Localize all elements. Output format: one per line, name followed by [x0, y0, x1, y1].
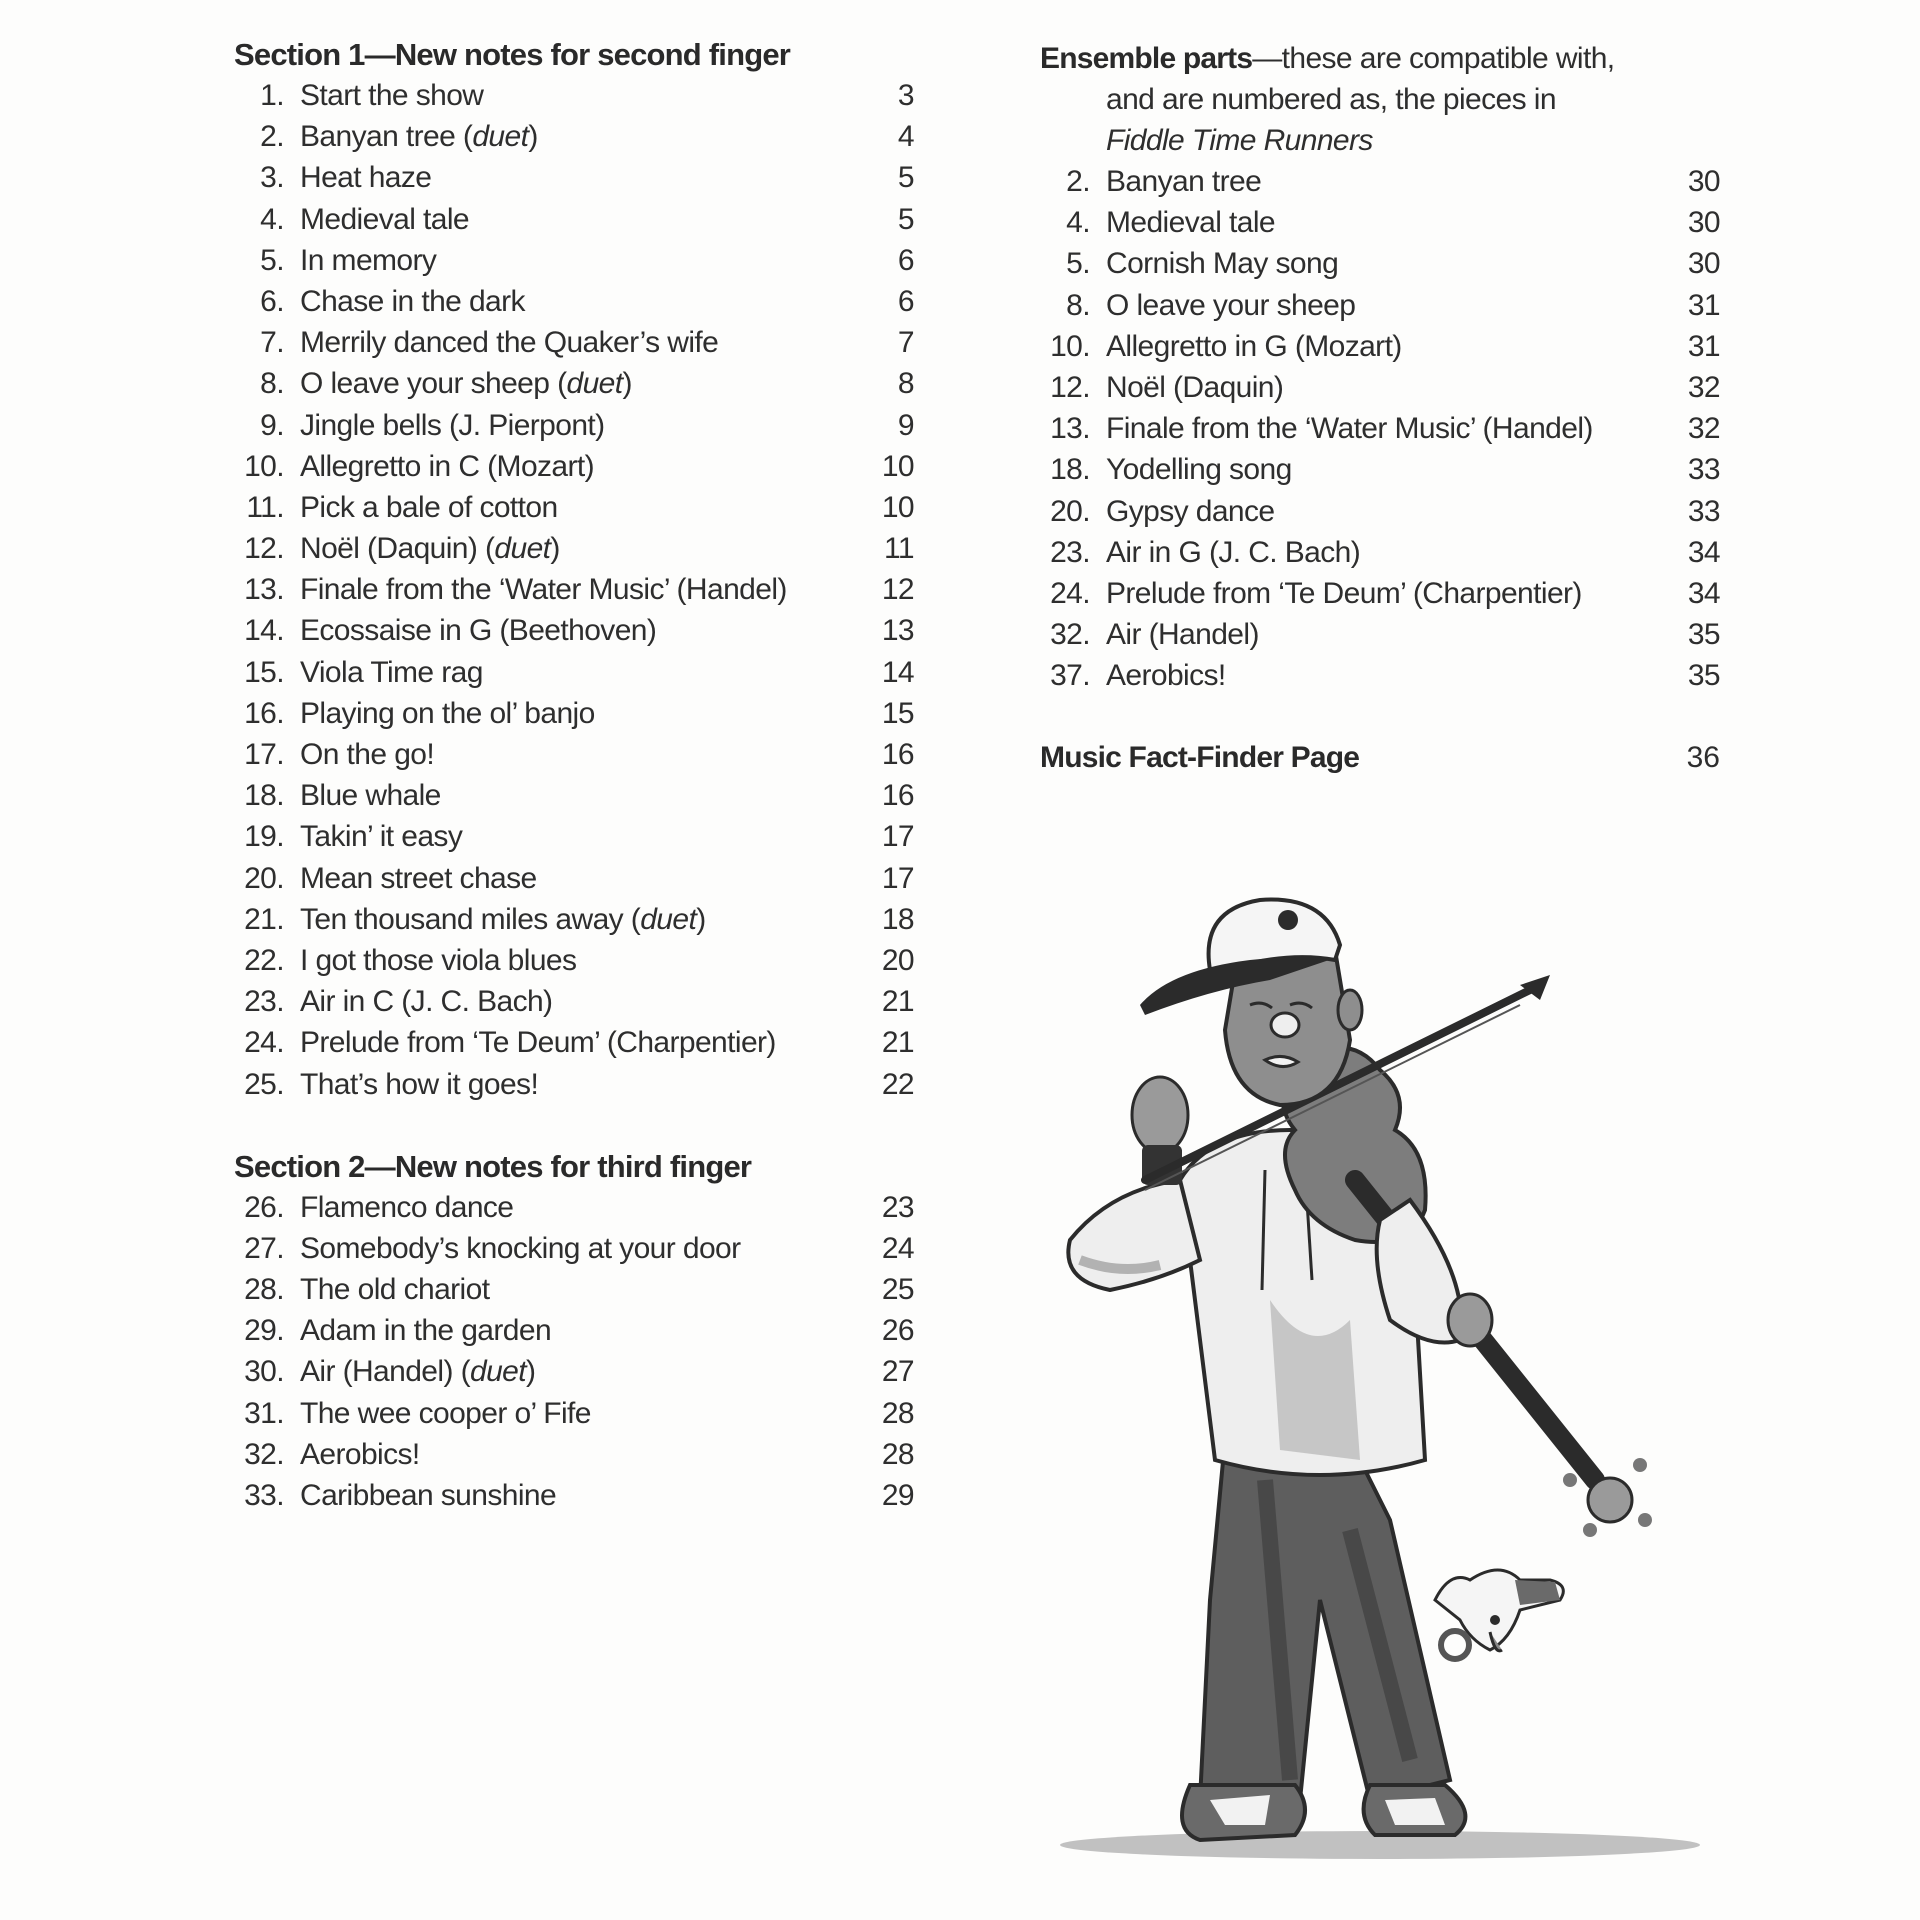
entry-number: 7.: [260, 326, 284, 360]
entry-page-number: 31: [1687, 288, 1720, 322]
toc-entry[interactable]: [234, 363, 914, 404]
toc-entry[interactable]: [234, 981, 914, 1022]
entry-title: [300, 1187, 838, 1228]
entry-number: 22.: [244, 943, 284, 977]
entry-title: [1106, 367, 1660, 408]
entry-number: 12.: [1050, 370, 1090, 404]
entry-title: [300, 940, 838, 981]
toc-entry[interactable]: [234, 940, 914, 981]
ear: [1338, 990, 1362, 1030]
entry-title: [1106, 532, 1660, 573]
entry-page-number: 9: [897, 408, 914, 442]
entry-number: 37.: [1050, 659, 1090, 693]
entry-number: 2.: [1066, 165, 1090, 198]
entry-title-text: Adam in the garden: [300, 1314, 552, 1348]
entry-title: [300, 1393, 838, 1434]
fact-finder-label: Music Fact-Finder Page: [1040, 741, 1360, 775]
entry-page-number: 11: [884, 532, 914, 566]
entry-page-number: 35: [1687, 659, 1720, 693]
entry-title-text: Finale from the ‘Water Music’ (Handel): [300, 573, 787, 607]
entry-title-text: Cornish May song: [1106, 247, 1339, 281]
entry-title-text: Mean street chase: [300, 861, 537, 895]
entry-number: 23.: [244, 985, 284, 1019]
entry-title: [300, 240, 838, 281]
toc-entry[interactable]: [234, 569, 914, 610]
entry-number: 26.: [244, 1190, 284, 1224]
entry-title: [300, 693, 838, 734]
entry-page-number: 10: [881, 490, 914, 524]
entry-page-number: 22: [881, 1067, 914, 1101]
toc-entry[interactable]: [234, 816, 914, 857]
fingering-arm: [1377, 1200, 1492, 1346]
entry-number: 24.: [244, 1026, 284, 1060]
entry-number: 32.: [244, 1437, 284, 1471]
section-2-list: [234, 1187, 914, 1517]
entry-title: [1106, 573, 1660, 614]
entry-title: [300, 981, 838, 1022]
entry-number: 30.: [244, 1355, 284, 1389]
entry-page-number: 21: [881, 985, 914, 1019]
entry-number: 32.: [1050, 618, 1090, 652]
entry-title-text: Gypsy dance: [1106, 494, 1275, 528]
entry-page-number: 30: [1687, 247, 1720, 281]
toc-entry[interactable]: [234, 1064, 914, 1105]
entry-number: 1.: [260, 79, 284, 112]
entry-page-number: 21: [881, 1026, 914, 1060]
entry-page-number: 6: [897, 284, 914, 318]
entry-number: 6.: [260, 284, 284, 318]
toc-entry[interactable]: [234, 858, 914, 899]
entry-page-number: 12: [881, 573, 914, 607]
entry-number: 8.: [260, 367, 284, 401]
entry-page-number: 25: [881, 1273, 914, 1307]
entry-number: 20.: [1050, 494, 1090, 528]
entry-page-number: 23: [881, 1190, 914, 1224]
entry-number: 23.: [1050, 535, 1090, 569]
entry-title: [300, 816, 838, 857]
entry-number: 31.: [244, 1396, 284, 1430]
entry-page-number: 20: [881, 943, 914, 977]
toc-entry[interactable]: [1040, 449, 1720, 490]
violin-scroll: [1588, 1478, 1632, 1522]
entry-number: 13.: [244, 573, 284, 607]
entry-title: [1106, 285, 1660, 326]
entry-title: [300, 405, 838, 446]
toc-entry[interactable]: [234, 322, 914, 363]
toc-entry[interactable]: [1040, 202, 1720, 243]
toc-entry[interactable]: [234, 775, 914, 816]
toc-entry[interactable]: [1040, 532, 1720, 573]
entry-title: [300, 1269, 838, 1310]
entry-close-paren: ): [550, 532, 560, 566]
toc-entry[interactable]: [1040, 367, 1720, 408]
entry-title-text: Air in C (J. C. Bach): [300, 985, 553, 1019]
entry-title: [300, 1434, 838, 1475]
entry-number: 21.: [244, 902, 284, 936]
entry-number: 4.: [260, 202, 284, 236]
ensemble-list: [1040, 161, 1720, 696]
toc-entry[interactable]: [234, 693, 914, 734]
entry-page-number: 29: [881, 1479, 914, 1512]
entry-close-paren: ): [525, 1355, 536, 1389]
entry-number: 18.: [1050, 453, 1090, 487]
entry-number: 18.: [244, 779, 284, 813]
entry-title-text: The old chariot: [300, 1273, 490, 1307]
entry-page-number: 26: [881, 1314, 914, 1348]
entry-title-text: Playing on the ol’ banjo: [300, 696, 595, 730]
entry-number: 15.: [244, 655, 284, 689]
entry-title-text: Merrily danced the Quaker’s wife: [300, 326, 719, 360]
toc-entry[interactable]: [1040, 655, 1720, 696]
bow-hand: [1132, 1077, 1188, 1153]
entry-number: 9.: [260, 408, 284, 442]
entry-title: [300, 281, 838, 322]
entry-title: [300, 528, 838, 569]
entry-number: 33.: [244, 1479, 284, 1512]
fact-finder-page: 36: [1686, 741, 1720, 775]
section-2-heading: Section 2—New notes for third finger: [234, 1148, 752, 1184]
entry-page-number: 34: [1687, 535, 1720, 569]
entry-number: 28.: [244, 1273, 284, 1307]
ensemble-heading-bold: Ensemble parts: [1040, 42, 1253, 75]
entry-page-number: 6: [897, 243, 914, 277]
entry-title-text: Prelude from ‘Te Deum’ (Charpentier): [300, 1026, 776, 1060]
toc-entry[interactable]: [234, 405, 914, 446]
toc-entry[interactable]: [234, 528, 914, 569]
entry-page-number: 8: [897, 367, 914, 401]
violinist-illustration: [1050, 880, 1710, 1880]
entry-page-number: 17: [881, 861, 914, 895]
entry-title: [300, 610, 838, 651]
entry-title-text: Viola Time rag: [300, 655, 483, 689]
entry-number: 17.: [244, 738, 284, 771]
entry-title-text: Medieval tale: [300, 202, 469, 236]
entry-page-number: 30: [1687, 165, 1720, 198]
entry-title: [300, 75, 838, 116]
toc-entry[interactable]: [234, 487, 914, 528]
entry-page-number: 17: [881, 820, 914, 854]
entry-number: 27.: [244, 1231, 284, 1265]
entry-page-number: 24: [881, 1231, 914, 1265]
entry-number: 2.: [260, 120, 284, 154]
entry-number: 8.: [1066, 288, 1090, 322]
entry-duet-label: duet: [640, 902, 697, 936]
entry-page-number: 33: [1687, 453, 1720, 487]
entry-title: [300, 1310, 838, 1351]
entry-page-number: 33: [1687, 494, 1720, 528]
entry-title-text: Noël (Daquin) (: [300, 532, 495, 566]
entry-title-text: Air in G (J. C. Bach): [1106, 535, 1361, 569]
entry-page-number: 4: [897, 120, 914, 154]
entry-title: [300, 899, 838, 940]
entry-title: [300, 116, 838, 157]
entry-title: [300, 775, 838, 816]
entry-page-number: 27: [881, 1355, 914, 1389]
toc-entry[interactable]: [234, 1434, 914, 1475]
toc-entry[interactable]: [234, 75, 914, 116]
entry-title: [300, 1064, 838, 1105]
entry-page-number: 16: [881, 738, 914, 771]
entry-title: [300, 858, 838, 899]
entry-number: 4.: [1066, 206, 1090, 240]
entry-title-text: On the go!: [300, 738, 435, 771]
entry-number: 20.: [244, 861, 284, 895]
entry-close-paren: ): [696, 902, 706, 936]
entry-number: 12.: [244, 532, 284, 566]
trousers: [1200, 1440, 1450, 1800]
entry-number: 11.: [246, 490, 284, 524]
entry-page-number: 18: [881, 902, 914, 936]
toc-entry[interactable]: [1040, 491, 1720, 532]
toc-entry[interactable]: [234, 610, 914, 651]
toc-entry[interactable]: [1040, 243, 1720, 284]
entry-number: 14.: [244, 614, 284, 648]
nose: [1271, 1013, 1299, 1037]
toc-entry[interactable]: [1040, 573, 1720, 614]
entry-title: [1106, 408, 1660, 449]
contents-right-column: [1040, 38, 1720, 778]
entry-page-number: 32: [1687, 412, 1720, 446]
ensemble-heading-line2: and are numbered as, the pieces in: [1106, 83, 1556, 116]
entry-number: 19.: [244, 820, 284, 854]
entry-title: [300, 1475, 838, 1516]
entry-page-number: 13: [881, 614, 914, 648]
entry-title: [300, 569, 838, 610]
entry-title-text: Banyan tree (: [300, 120, 473, 154]
entry-title-text: O leave your sheep: [1106, 288, 1356, 322]
entry-number: 3.: [260, 161, 284, 195]
toc-entry[interactable]: [1040, 408, 1720, 449]
entry-close-paren: ): [528, 120, 538, 154]
contents-left-column: [234, 34, 914, 1516]
entry-page-number: 28: [881, 1437, 914, 1471]
entry-page-number: 35: [1687, 618, 1720, 652]
entry-title: [1106, 326, 1660, 367]
toc-entry[interactable]: [234, 1187, 914, 1228]
toc-entry[interactable]: [234, 652, 914, 693]
entry-title-text: The wee cooper o’ Fife: [300, 1396, 591, 1430]
entry-title-text: Pick a bale of cotton: [300, 490, 558, 524]
entry-number: 24.: [1050, 576, 1090, 610]
entry-title: [300, 734, 838, 775]
section-1-heading: Section 1—New notes for second finger: [234, 37, 791, 72]
entry-title-text: I got those viola blues: [300, 943, 577, 977]
entry-title-text: Takin’ it easy: [300, 820, 463, 854]
entry-title-text: That’s how it goes!: [300, 1067, 539, 1101]
entry-page-number: 5: [897, 161, 914, 195]
entry-page-number: 34: [1687, 576, 1720, 610]
entry-page-number: 15: [881, 696, 914, 730]
entry-title-text: O leave your sheep (: [300, 367, 567, 401]
entry-title-text: Blue whale: [300, 779, 441, 813]
entry-page-number: 31: [1687, 329, 1720, 363]
entry-title: [300, 1022, 838, 1063]
entry-page-number: 28: [881, 1396, 914, 1430]
toc-entry[interactable]: [234, 116, 914, 157]
entry-title: [300, 652, 838, 693]
dog: [1435, 1570, 1563, 1659]
entry-number: 10.: [1050, 329, 1090, 363]
bow-arm: [1068, 1077, 1200, 1290]
entry-title-text: Medieval tale: [1106, 206, 1275, 240]
toc-entry[interactable]: [1040, 326, 1720, 367]
ensemble-book-title: Fiddle Time Runners: [1106, 124, 1373, 157]
entry-title-text: Noël (Daquin): [1106, 370, 1284, 404]
section-1-list: [234, 75, 914, 1105]
entry-title-text: Allegretto in G (Mozart): [1106, 329, 1402, 363]
toc-entry[interactable]: [1040, 285, 1720, 326]
entry-title: [300, 487, 838, 528]
entry-page-number: 3: [897, 79, 914, 112]
entry-number: 5.: [260, 243, 284, 277]
entry-number: 5.: [1066, 247, 1090, 281]
entry-title-text: Aerobics!: [300, 1437, 420, 1471]
entry-title: [300, 1228, 838, 1269]
entry-duet-label: duet: [494, 532, 551, 566]
entry-title: [300, 157, 838, 198]
entry-duet-label: duet: [469, 1355, 526, 1389]
entry-title-text: Heat haze: [300, 161, 432, 195]
entry-title: [1106, 243, 1660, 284]
entry-number: 13.: [1050, 412, 1090, 446]
entry-title: [1106, 655, 1660, 696]
toc-entry[interactable]: [234, 446, 914, 487]
entry-number: 25.: [244, 1067, 284, 1101]
toc-entry[interactable]: [234, 734, 914, 775]
entry-title-text: Air (Handel) (: [300, 1355, 470, 1389]
entry-title-text: Flamenco dance: [300, 1190, 514, 1224]
entry-page-number: 14: [881, 655, 914, 689]
entry-title: [300, 199, 838, 240]
entry-duet-label: duet: [566, 367, 623, 401]
entry-title-text: Yodelling song: [1106, 453, 1292, 487]
toc-entry[interactable]: [234, 1475, 914, 1516]
entry-title-text: Finale from the ‘Water Music’ (Handel): [1106, 412, 1593, 446]
entry-page-number: 16: [881, 779, 914, 813]
entry-title: [1106, 161, 1660, 202]
toc-entry[interactable]: [234, 240, 914, 281]
entry-page-number: 30: [1687, 206, 1720, 240]
entry-page-number: 32: [1687, 370, 1720, 404]
toc-entry[interactable]: [234, 1269, 914, 1310]
entry-title-text: Allegretto in C (Mozart): [300, 449, 595, 483]
entry-title: [300, 446, 838, 487]
entry-title-text: Prelude from ‘Te Deum’ (Charpentier): [1106, 576, 1582, 610]
entry-title: [1106, 202, 1660, 243]
toc-entry[interactable]: [234, 899, 914, 940]
entry-title-text: Aerobics!: [1106, 659, 1226, 693]
toc-entry[interactable]: [234, 1310, 914, 1351]
toc-entry[interactable]: [234, 1351, 914, 1392]
entry-title: [300, 322, 838, 363]
entry-number: 10.: [244, 449, 284, 483]
entry-page-number: 5: [897, 202, 914, 236]
entry-number: 16.: [244, 696, 284, 730]
entry-title-text: Jingle bells (J. Pierpont): [300, 408, 605, 442]
entry-title-text: Start the show: [300, 79, 484, 112]
entry-duet-label: duet: [472, 120, 529, 154]
entry-title-text: In memory: [300, 243, 437, 277]
toc-entry[interactable]: [234, 281, 914, 322]
entry-title: [1106, 449, 1660, 490]
ensemble-heading-rest: —these are compatible with,: [1252, 42, 1615, 75]
entry-title-text: Ten thousand miles away (: [300, 902, 641, 936]
toc-entry[interactable]: [234, 1228, 914, 1269]
entry-title-text: Air (Handel): [1106, 618, 1259, 652]
entry-page-number: 7: [897, 326, 914, 360]
entry-title: [300, 1351, 838, 1392]
entry-close-paren: ): [622, 367, 632, 401]
entry-title: [300, 363, 838, 404]
toc-entry[interactable]: [234, 157, 914, 198]
entry-page-number: 10: [881, 449, 914, 483]
entry-title-text: Caribbean sunshine: [300, 1479, 557, 1512]
entry-number: 29.: [244, 1314, 284, 1348]
toc-entry[interactable]: [234, 1022, 914, 1063]
entry-title-text: Chase in the dark: [300, 284, 525, 318]
toc-entry[interactable]: [234, 1393, 914, 1434]
entry-title: [1106, 614, 1660, 655]
toc-entry[interactable]: [1040, 161, 1720, 202]
toc-entry[interactable]: [1040, 614, 1720, 655]
entry-title-text: Banyan tree: [1106, 165, 1262, 198]
ensemble-heading: [1040, 38, 1720, 161]
fact-finder-row[interactable]: [1040, 737, 1720, 778]
toc-entry[interactable]: [234, 199, 914, 240]
entry-title-text: Somebody’s knocking at your door: [300, 1231, 741, 1265]
spacer: [234, 1105, 914, 1146]
entry-title-text: Ecossaise in G (Beethoven): [300, 614, 657, 648]
entry-title: [1106, 491, 1660, 532]
